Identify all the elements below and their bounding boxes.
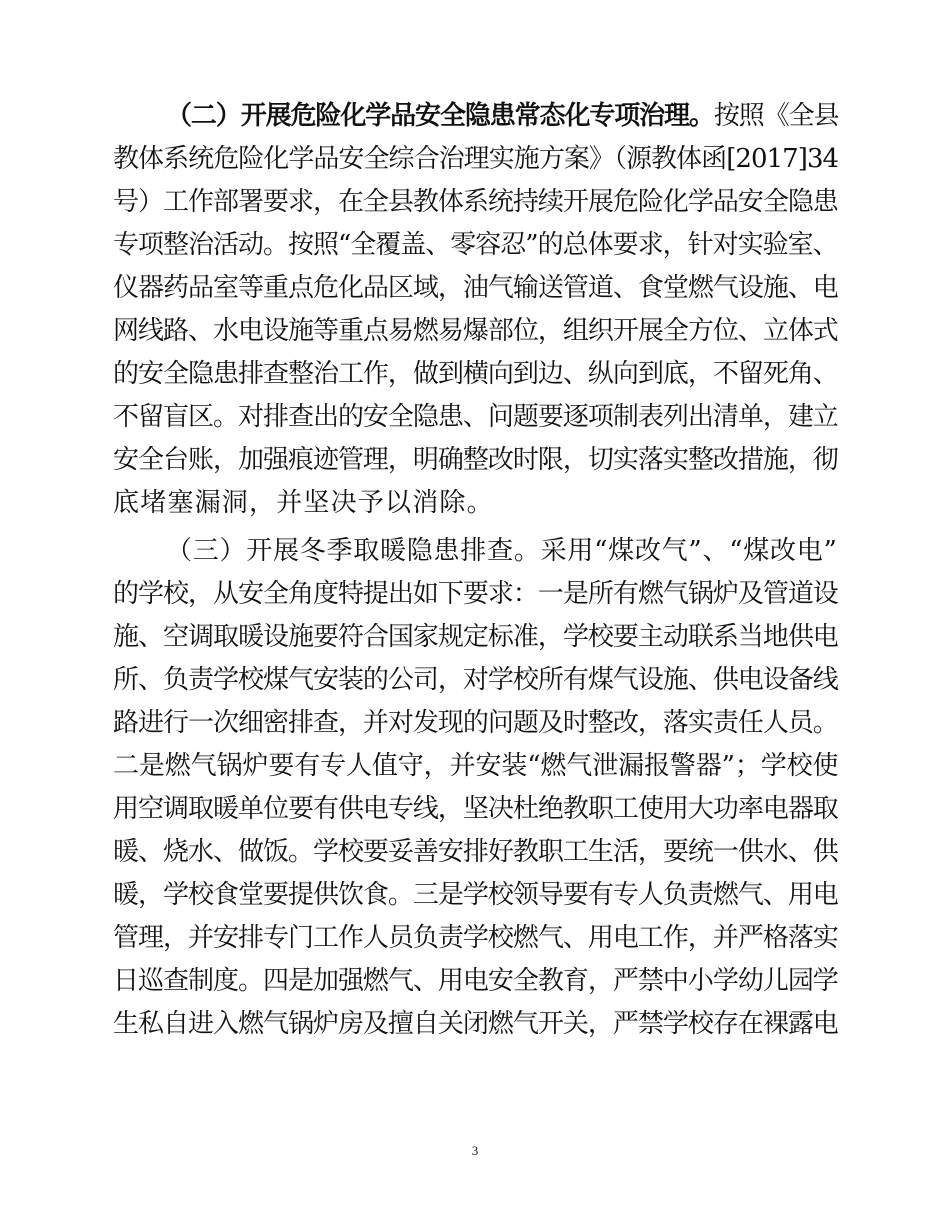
section-3-first-line: （三）开展冬季取暖隐患排查。采用“煤改气”、“煤改电”	[166, 536, 838, 566]
section-2-line: 专项整治活动。按照“全覆盖、零容忍”的总体要求，针对实验室、	[113, 230, 838, 260]
section-3-line: 生私自进入燃气锅炉房及擅自关闭燃气开关，严禁学校存在裸露电	[113, 1009, 838, 1039]
section-2-line: 底堵塞漏洞，并坚决予以消除。	[113, 488, 494, 518]
section-3-line: 用空调取暖单位要有供电专线，坚决杜绝教职工使用大功率电器取	[113, 794, 838, 824]
section-2-line: 号）工作部署要求，在全县教体系统持续开展危险化学品安全隐患	[113, 187, 838, 217]
section-2-line: 仪器药品室等重点危化品区域，油气输送管道、食堂燃气设施、电	[113, 273, 838, 303]
section-2-line: 的安全隐患排查整治工作，做到横向到边、纵向到底，不留死角、	[113, 359, 838, 389]
section-3-line: 所、负责学校煤气安装的公司，对学校所有煤气设施、供电设备线	[113, 665, 838, 695]
section-2-line: 不留盲区。对排查出的安全隐患、问题要逐项制表列出清单，建立	[113, 402, 838, 432]
section-3-line: 管理，并安排专门工作人员负责学校燃气、用电工作，并严格落实	[113, 923, 838, 953]
section-3-line: 路进行一次细密排查，并对发现的问题及时整改，落实责任人员。	[113, 708, 838, 738]
section-3-line: 施、空调取暖设施要符合国家规定标准，学校要主动联系当地供电	[113, 622, 838, 652]
section-2-line-1-rest: 按照《全县	[713, 101, 839, 131]
section-2-line: 安全台账，加强痕迹管理，明确整改时限，切实落实整改措施，彻	[113, 445, 838, 475]
section-2-line: 教体系统危险化学品安全综合治理实施方案》（源教体函[2017]34	[113, 144, 839, 174]
section-3-line: 的学校，从安全角度特提出如下要求：一是所有燃气锅炉及管道设	[113, 579, 838, 609]
section-3-line: 日巡查制度。四是加强燃气、用电安全教育，严禁中小学幼儿园学	[113, 966, 838, 996]
section-3-line: 二是燃气锅炉要有专人值守，并安装“燃气泄漏报警器”；学校使	[113, 751, 839, 781]
page-number: 3	[471, 1143, 479, 1158]
section-2-first-line	[166, 98, 838, 134]
section-2-line: 网线路、水电设施等重点易燃易爆部位，组织开展全方位、立体式	[113, 316, 838, 346]
section-3-line: 暖、烧水、做饭。学校要妥善安排好教职工生活，要统一供水、供	[113, 837, 838, 867]
section-3-line: 暖，学校食堂要提供饮食。三是学校领导要有专人负责燃气、用电	[113, 880, 838, 910]
section-2-heading: （二）开展危险化学品安全隐患常态化专项治理。	[166, 101, 714, 131]
